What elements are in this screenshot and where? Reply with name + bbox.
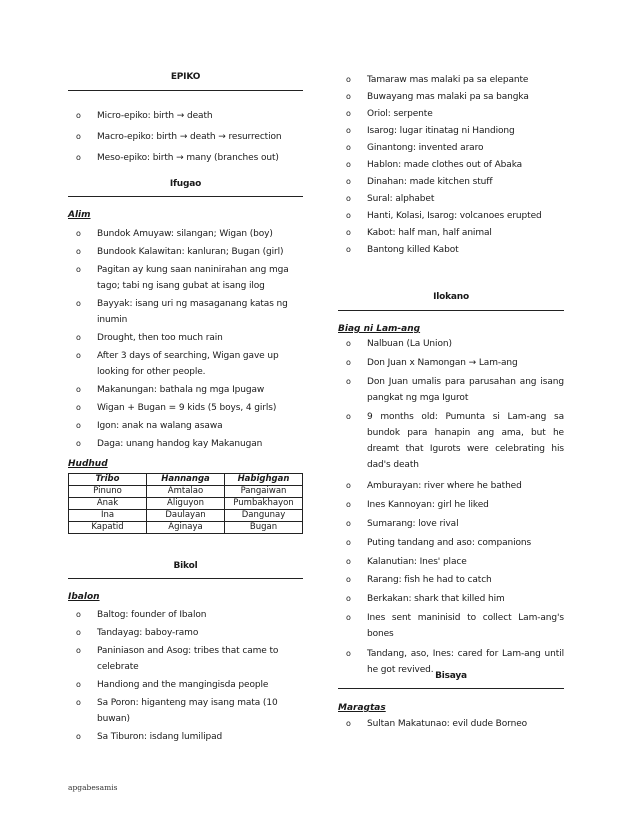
table-row — [69, 522, 303, 534]
bullet-icon: o — [346, 126, 351, 135]
bullet-icon: o — [76, 351, 81, 360]
list-item-text: Kabot: half man, half animal — [367, 228, 492, 238]
table-cell: Dangunay — [225, 510, 303, 522]
list-item-text: Puting tandang and aso: companions — [367, 537, 532, 548]
list-item-text: Sural: alphabet — [367, 194, 435, 204]
hudhud-table — [68, 473, 303, 534]
arrow-right-icon: → — [179, 132, 188, 142]
list-item-text: Don Juan x Namongan → Lam-ang — [367, 357, 518, 368]
bullet-icon: o — [346, 412, 351, 422]
section-title-epiko: EPIKO — [170, 72, 201, 82]
bullet-icon: o — [346, 92, 351, 101]
column-header: Tribo — [69, 474, 147, 486]
list-item-text: Tandayag: baboy-ramo — [97, 628, 199, 638]
bullet-icon: o — [346, 339, 351, 348]
arrow-right-icon: → — [176, 153, 184, 163]
bullet-icon: o — [76, 229, 81, 238]
bullet-icon: o — [76, 132, 81, 141]
bullet-icon: o — [346, 575, 351, 585]
bullet-icon: o — [76, 111, 81, 120]
table-cell: Aliguyon — [147, 498, 225, 510]
list-item-text: Bundook Kalawitan: kanluran; Bugan (girl) — [97, 247, 284, 257]
list-item-text: Ines Kannoyan: girl he liked — [367, 500, 489, 511]
subheading-alim: Alim — [68, 210, 91, 220]
bullet-icon: o — [346, 177, 351, 186]
list-item-text: Sultan Makatunao: evil dude Borneo — [367, 719, 528, 729]
arrow-right-icon: → — [468, 357, 477, 368]
list-item-text: Berkakan: shark that killed him — [367, 594, 505, 605]
list-item-text: Macro-epiko: birth → death → resurrection — [97, 132, 282, 142]
list-item-text: Nalbuan (La Union) — [367, 339, 452, 349]
bullet-icon: o — [346, 719, 351, 728]
bullet-icon: o — [346, 109, 351, 118]
bullet-icon: o — [76, 385, 81, 394]
list-item-text: Sa Poron: higanteng may isang mata (10 buwan) — [97, 698, 278, 724]
list-item-text: Makanungan: bathala ng mga Ipugaw — [97, 385, 265, 395]
divider — [68, 90, 303, 91]
list-item-text: Micro-epiko: birth → death — [97, 111, 213, 121]
bullet-icon: o — [346, 500, 351, 510]
bullet-icon: o — [76, 732, 81, 741]
bullet-icon: o — [76, 333, 81, 342]
divider — [68, 578, 303, 579]
list-item-text: Amburayan: river where he bathed — [367, 481, 522, 492]
table-cell: Daulayan — [147, 510, 225, 522]
bullet-icon: o — [76, 439, 81, 448]
bullet-icon: o — [76, 610, 81, 619]
list-item-text: Bayyak: isang uri ng masaganang katas ng inumin — [97, 299, 288, 325]
list-item-text: Don Juan umalis para parusahan ang isang pangkat ng mga Igurot — [367, 376, 564, 403]
list-item-text: Wigan + Bugan = 9 kids (5 boys, 4 girls) — [97, 403, 277, 413]
list-item-text: Hanti, Kolasi, Isarog: volcanoes erupted — [367, 211, 542, 221]
section-title-ifugao: Ifugao — [169, 179, 202, 189]
bullet-icon: o — [346, 376, 351, 386]
section-title-bisaya: Bisaya — [435, 671, 467, 681]
bullet-icon: o — [346, 194, 351, 203]
table-row — [69, 510, 303, 522]
bullet-icon: o — [346, 245, 351, 254]
bullet-icon: o — [76, 680, 81, 689]
subheading-maragtas: Maragtas — [338, 703, 386, 713]
list-item-text: Sa Tiburon: isdang lumilipad — [97, 732, 223, 742]
list-item-text: After 3 days of searching, Wigan gave up looking for other people. — [97, 351, 279, 377]
bullet-icon: o — [346, 537, 351, 547]
list-item-text: Oriol: serpente — [367, 109, 433, 119]
bullet-icon: o — [346, 357, 351, 367]
list-item-text: Tandang, aso, Ines: cared for Lam-ang until he got revived. — [367, 648, 564, 675]
list-item-text: Bundok Amuyaw: silangan; Wigan (boy) — [97, 229, 273, 239]
bullet-icon: o — [76, 247, 81, 256]
table-row — [69, 498, 303, 510]
table-cell: Aginaya — [147, 522, 225, 534]
bullet-icon: o — [76, 698, 81, 707]
bullet-icon: o — [346, 228, 351, 237]
list-item-text: Hablon: made clothes out of Abaka — [367, 160, 523, 170]
list-item-text: Ginantong: invented araro — [367, 143, 484, 153]
bullet-icon: o — [346, 648, 351, 658]
list-item-text: Igon: anak na walang asawa — [97, 421, 223, 431]
list-item-text: Dinahan: made kitchen stuff — [367, 177, 493, 187]
subheading-biag-ni-lam-ang: Biag ni Lam-ang — [338, 324, 421, 334]
table-cell: Anak — [69, 498, 147, 510]
arrow-right-icon: → — [176, 111, 185, 121]
list-item-text: Daga: unang handog kay Makanugan — [97, 439, 263, 449]
list-item-text: Pagitan ay kung saan naninirahan ang mga tago; tabi ng isang gubat at isang ilog — [97, 265, 289, 291]
bullet-icon: o — [346, 594, 351, 604]
list-item-text: Sumarang: love rival — [367, 519, 459, 529]
bullet-icon: o — [76, 628, 81, 637]
bullet-icon: o — [346, 613, 351, 622]
list-item-text: Meso-epiko: birth → many (branches out) — [97, 153, 279, 163]
list-item-text: Handiong and the mangingisda people — [97, 680, 269, 690]
section-title-bikol: Bikol — [173, 561, 198, 571]
bullet-icon: o — [346, 519, 351, 528]
table-cell: Pangaiwan — [225, 486, 303, 498]
table-cell: Pumbakhayon — [225, 498, 303, 510]
table-cell: Amtalao — [147, 486, 225, 498]
column-header: Hannanga — [147, 474, 225, 486]
bullet-icon: o — [346, 481, 351, 491]
column-header: Habighgan — [225, 474, 303, 486]
list-item-text: Paniniason and Asog: tribes that came to celebrate — [97, 646, 279, 672]
table-header-row — [69, 474, 303, 486]
bullet-icon: o — [346, 160, 351, 169]
list-item-text: Kalanutian: Ines' place — [367, 556, 467, 567]
bullet-icon: o — [346, 143, 351, 152]
bullet-icon: o — [76, 403, 81, 412]
list-item-text: Baltog: founder of Ibalon — [97, 610, 207, 620]
table-cell: Pinuno — [69, 486, 147, 498]
list-item-text: Drought, then too much rain — [97, 333, 223, 343]
list-item-text: Buwayang mas malaki pa sa bangka — [367, 92, 529, 102]
subheading-hudhud: Hudhud — [68, 459, 108, 469]
table-row — [69, 486, 303, 498]
bullet-icon: o — [76, 421, 81, 430]
subheading-ibalon: Ibalon — [68, 592, 100, 602]
table-cell: Bugan — [225, 522, 303, 534]
list-item-text: Ines sent maninisid to collect Lam-ang's bones — [367, 613, 564, 639]
section-title-ilokano: Ilokano — [433, 292, 469, 302]
bullet-icon: o — [76, 265, 81, 274]
bullet-icon: o — [346, 556, 351, 566]
bullet-icon: o — [76, 646, 81, 655]
bullet-icon: o — [76, 153, 81, 162]
divider — [68, 196, 303, 197]
bullet-icon: o — [346, 75, 351, 84]
list-item-text: Bantong killed Kabot — [367, 245, 459, 255]
list-item-text: Tamaraw mas malaki pa sa elepante — [367, 75, 529, 85]
bullet-icon: o — [346, 211, 351, 220]
list-item-text: Isarog: lugar itinatag ni Handiong — [367, 126, 515, 136]
divider — [338, 688, 564, 689]
divider — [338, 310, 564, 311]
footer-author: apgabesamis — [68, 783, 118, 792]
bullet-icon: o — [76, 299, 81, 308]
table-cell: Kapatid — [69, 522, 147, 534]
arrow-right-icon: → — [218, 132, 226, 142]
table-cell: Ina — [69, 510, 147, 522]
list-item-text: Rarang: fish he had to catch — [367, 575, 492, 586]
list-item-text: 9 months old: Pumunta si Lam-ang sa bundok para hanapin ang ama, but he dreamt that Igurots were celebrating his dad's death — [367, 412, 564, 471]
